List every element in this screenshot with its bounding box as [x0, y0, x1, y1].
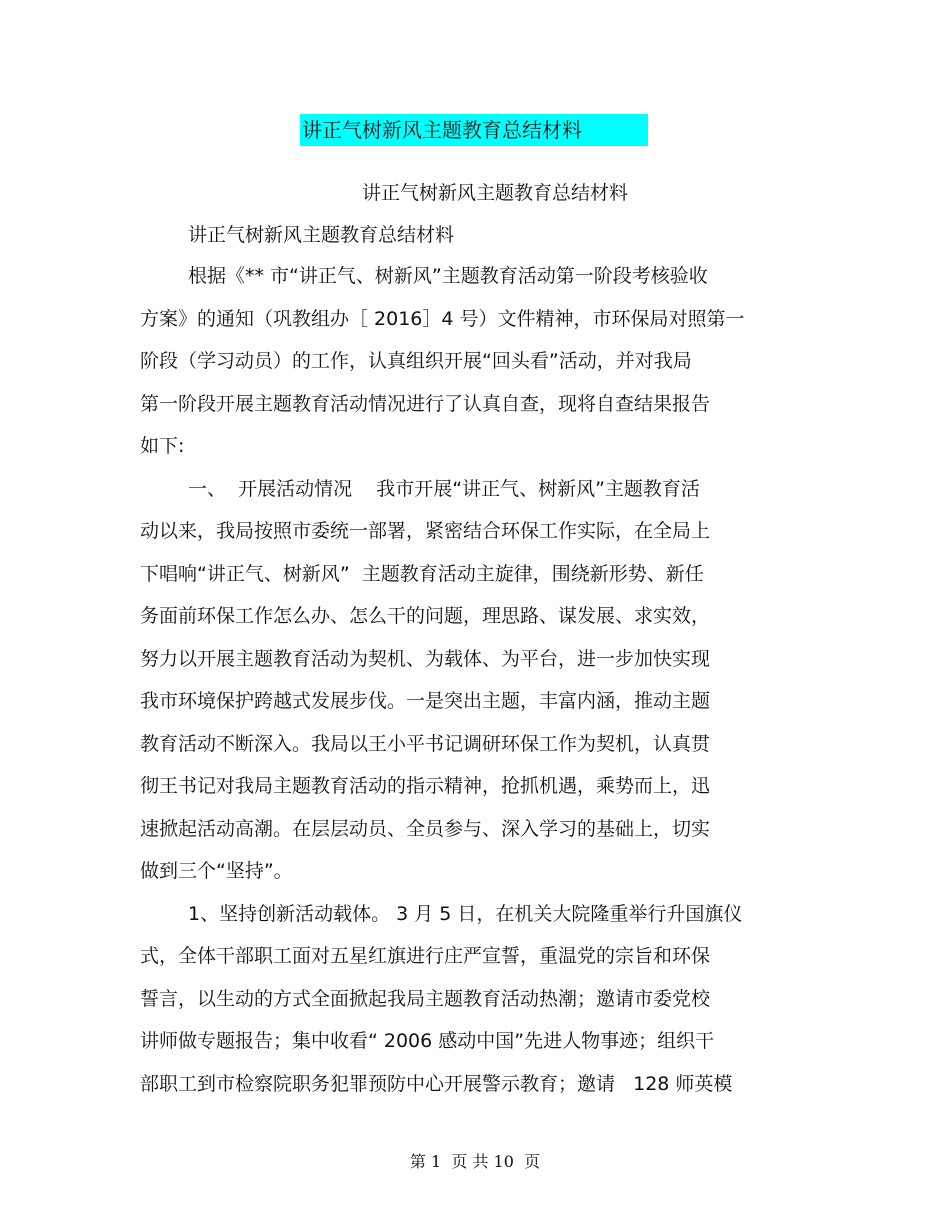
body-line: 教育活动不断深入。我局以王小平书记调研环保工作为契机，认真贯: [140, 733, 711, 755]
body-line: 讲正气树新风主题教育总结材料: [188, 224, 455, 246]
body-line: 下唱响“讲正气、树新风” 主题教育活动主旋律，围绕新形势、新任: [140, 563, 704, 585]
body-line: 如下:: [140, 435, 185, 457]
body-line: 阶段（学习动员）的工作，认真组织开展“回头看”活动，并对我局: [140, 350, 692, 372]
body-line: 动以来，我局按照市委统一部署，紧密结合环保工作实际，在全局上: [140, 520, 711, 542]
body-line: 誓言，以生动的方式全面掀起我局主题教育活动热潮；邀请市委党校: [140, 988, 711, 1010]
page-number-footer: 第 1 页 共 10 页: [409, 1152, 541, 1171]
body-line: 彻王书记对我局主题教育活动的指示精神，抢抓机遇，乘势而上，迅: [140, 775, 711, 797]
body-line: 第一阶段开展主题教育活动情况进行了认真自查，现将自查结果报告: [140, 393, 711, 415]
body-line: 做到三个“坚持”。: [140, 860, 293, 882]
body-line: 我市环境保护跨越式发展步伐。一是突出主题，丰富内涵，推动主题: [140, 690, 711, 712]
body-line: 务面前环保工作怎么办、怎么干的问题，理思路、谋发展、求实效，: [140, 605, 711, 627]
body-line: 式，全体干部职工面对五星红旗进行庄严宣誓，重温党的宗旨和环保: [140, 945, 711, 967]
body-line: 努力以开展主题教育活动为契机、为载体、为平台，进一步加快实现: [140, 648, 711, 670]
body-line: 一、 开展活动情况 我市开展“讲正气、树新风”主题教育活: [188, 478, 700, 500]
body-line: 1、坚持创新活动载体。 3 月 5 日，在机关大院隆重举行升国旗仪: [188, 903, 743, 925]
body-line: 方案》的通知（巩教组办［ 2016］4 号）文件精神，市环保局对照第一: [140, 308, 745, 330]
document-title-highlighted: 讲正气树新风主题教育总结材料: [300, 114, 648, 146]
document-subtitle: 讲正气树新风主题教育总结材料: [361, 182, 628, 204]
body-line: 讲师做专题报告；集中收看“ 2006 感动中国”先进人物事迹；组织干: [140, 1030, 715, 1052]
body-line: 根据《** 市“讲正气、树新风”主题教育活动第一阶段考核验收: [188, 265, 708, 287]
body-line: 速掀起活动高潮。在层层动员、全员参与、深入学习的基础上，切实: [140, 818, 711, 840]
body-line: 部职工到市检察院职务犯罪预防中心开展警示教育；邀请 128 师英模: [140, 1073, 733, 1095]
